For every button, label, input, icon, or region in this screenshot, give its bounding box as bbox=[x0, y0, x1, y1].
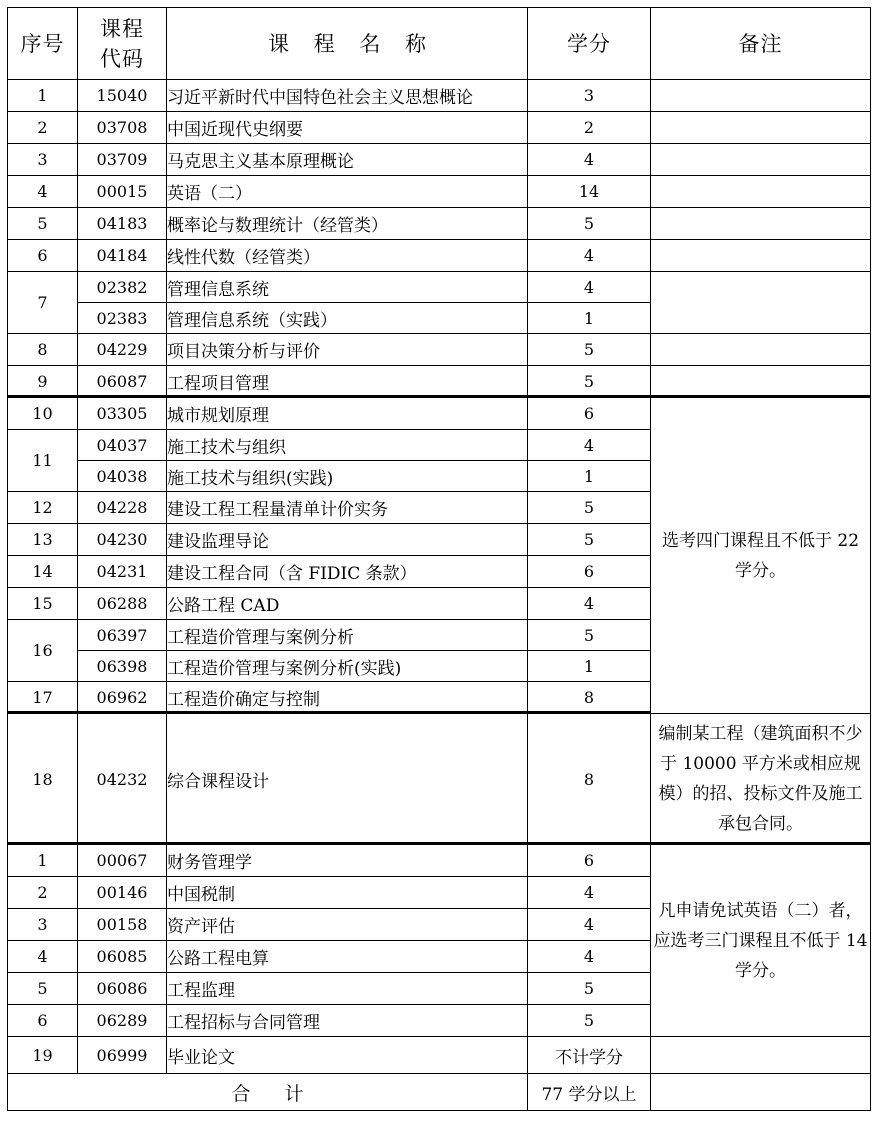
header-course-name: 课 程 名 称 bbox=[167, 8, 528, 80]
header-no: 序号 bbox=[8, 8, 78, 80]
row-code: 06087 bbox=[78, 366, 167, 398]
row-credit: 1 bbox=[528, 651, 651, 682]
row-name: 施工技术与组织 bbox=[167, 430, 528, 461]
row-code: 02383 bbox=[78, 303, 167, 334]
row-no: 16 bbox=[8, 620, 78, 682]
row-code: 04184 bbox=[78, 240, 167, 272]
row-name: 线性代数（经管类） bbox=[167, 240, 528, 272]
row-credit: 5 bbox=[528, 524, 651, 556]
row-remark bbox=[651, 334, 871, 366]
row-no: 15 bbox=[8, 588, 78, 620]
row-no: 7 bbox=[8, 272, 78, 334]
row-credit: 14 bbox=[528, 176, 651, 208]
row-code: 06289 bbox=[78, 1005, 167, 1037]
table-row bbox=[8, 398, 871, 430]
row-remark bbox=[651, 366, 871, 398]
row-name: 工程项目管理 bbox=[167, 366, 528, 398]
header-code bbox=[78, 8, 167, 80]
row-remark bbox=[651, 144, 871, 176]
row-remark bbox=[651, 80, 871, 112]
row-code: 03305 bbox=[78, 398, 167, 430]
row-no: 1 bbox=[8, 80, 78, 112]
row-credit: 6 bbox=[528, 556, 651, 588]
row-name: 概率论与数理统计（经管类） bbox=[167, 208, 528, 240]
row-credit: 4 bbox=[528, 909, 651, 941]
row-credit: 6 bbox=[528, 398, 651, 430]
row-name: 综合课程设计 bbox=[167, 714, 528, 845]
row-no: 18 bbox=[8, 714, 78, 845]
row-code: 04230 bbox=[78, 524, 167, 556]
table-row bbox=[8, 208, 871, 240]
row-credit: 5 bbox=[528, 366, 651, 398]
row-name: 中国税制 bbox=[167, 877, 528, 909]
row-credit: 5 bbox=[528, 334, 651, 366]
row-code: 02382 bbox=[78, 272, 167, 303]
row-code: 06397 bbox=[78, 620, 167, 651]
row-credit: 2 bbox=[528, 112, 651, 144]
row-credit: 4 bbox=[528, 240, 651, 272]
row-code: 04231 bbox=[78, 556, 167, 588]
row-code: 00015 bbox=[78, 176, 167, 208]
row-credit: 4 bbox=[528, 272, 651, 303]
row-code: 15040 bbox=[78, 80, 167, 112]
row-code: 00067 bbox=[78, 845, 167, 877]
row-name: 工程造价确定与控制 bbox=[167, 682, 528, 714]
table-header-row bbox=[8, 8, 871, 80]
row-code: 06288 bbox=[78, 588, 167, 620]
row-code: 04228 bbox=[78, 492, 167, 524]
row-credit: 4 bbox=[528, 588, 651, 620]
total-credit: 77 学分以上 bbox=[528, 1074, 651, 1111]
row-name: 建设工程工程量清单计价实务 bbox=[167, 492, 528, 524]
row-credit: 8 bbox=[528, 714, 651, 845]
row-name: 工程造价管理与案例分析(实践) bbox=[167, 651, 528, 682]
course-plan-sheet bbox=[0, 7, 877, 1134]
row-name: 工程造价管理与案例分析 bbox=[167, 620, 528, 651]
row-code: 06999 bbox=[78, 1037, 167, 1074]
total-row bbox=[8, 1074, 871, 1111]
row-credit: 6 bbox=[528, 845, 651, 877]
row-no: 10 bbox=[8, 398, 78, 430]
row-name: 建设监理导论 bbox=[167, 524, 528, 556]
row-remark bbox=[651, 176, 871, 208]
row-credit: 4 bbox=[528, 877, 651, 909]
row-no: 14 bbox=[8, 556, 78, 588]
table-row bbox=[8, 366, 871, 398]
header-code-line2: 代码 bbox=[100, 46, 144, 71]
row-code: 03709 bbox=[78, 144, 167, 176]
course-plan-table bbox=[7, 7, 871, 1111]
row-credit: 1 bbox=[528, 303, 651, 334]
row-no: 2 bbox=[8, 877, 78, 909]
table-row bbox=[8, 845, 871, 877]
section-remark: 凡申请免试英语（二）者，应选考三门课程且不低于 14 学分。 bbox=[651, 845, 871, 1037]
row-remark bbox=[651, 112, 871, 144]
row-name: 公路工程 CAD bbox=[167, 588, 528, 620]
row-name: 工程监理 bbox=[167, 973, 528, 1005]
section-remark: 选考四门课程且不低于 22 学分。 bbox=[651, 398, 871, 714]
row-credit: 4 bbox=[528, 941, 651, 973]
row-code: 04229 bbox=[78, 334, 167, 366]
table-row bbox=[8, 714, 871, 845]
row-no: 9 bbox=[8, 366, 78, 398]
row-no: 19 bbox=[8, 1037, 78, 1074]
row-name: 公路工程电算 bbox=[167, 941, 528, 973]
table-row bbox=[8, 1037, 871, 1074]
total-remark bbox=[651, 1074, 871, 1111]
row-no: 13 bbox=[8, 524, 78, 556]
row-name: 城市规划原理 bbox=[167, 398, 528, 430]
row-name: 中国近现代史纲要 bbox=[167, 112, 528, 144]
row-name: 英语（二） bbox=[167, 176, 528, 208]
row-credit: 3 bbox=[528, 80, 651, 112]
table-row bbox=[8, 80, 871, 112]
row-name: 资产评估 bbox=[167, 909, 528, 941]
row-code: 04038 bbox=[78, 461, 167, 492]
header-code-line1: 课程 bbox=[100, 16, 144, 41]
row-name: 建设工程合同（含 FIDIC 条款） bbox=[167, 556, 528, 588]
row-name: 毕业论文 bbox=[167, 1037, 528, 1074]
total-label: 合 计 bbox=[8, 1074, 528, 1111]
table-row bbox=[8, 272, 871, 303]
row-credit: 不计学分 bbox=[528, 1037, 651, 1074]
row-code: 03708 bbox=[78, 112, 167, 144]
row-credit: 5 bbox=[528, 208, 651, 240]
header-remark: 备注 bbox=[651, 8, 871, 80]
row-no: 6 bbox=[8, 1005, 78, 1037]
row-code: 04183 bbox=[78, 208, 167, 240]
row-no: 4 bbox=[8, 176, 78, 208]
table-row bbox=[8, 176, 871, 208]
row-name: 管理信息系统 bbox=[167, 272, 528, 303]
row-no: 8 bbox=[8, 334, 78, 366]
row-no: 12 bbox=[8, 492, 78, 524]
table-body bbox=[8, 8, 871, 1111]
row-code: 06085 bbox=[78, 941, 167, 973]
row-no: 4 bbox=[8, 941, 78, 973]
row-name: 马克思主义基本原理概论 bbox=[167, 144, 528, 176]
row-code: 00158 bbox=[78, 909, 167, 941]
row-no: 2 bbox=[8, 112, 78, 144]
row-no: 3 bbox=[8, 144, 78, 176]
row-remark bbox=[651, 208, 871, 240]
section-remark: 编制某工程（建筑面积不少于 10000 平方米或相应规模）的招、投标文件及施工承包合同。 bbox=[651, 714, 871, 845]
row-name: 财务管理学 bbox=[167, 845, 528, 877]
row-credit: 5 bbox=[528, 973, 651, 1005]
row-credit: 5 bbox=[528, 620, 651, 651]
row-credit: 8 bbox=[528, 682, 651, 714]
row-no: 3 bbox=[8, 909, 78, 941]
row-name: 管理信息系统（实践） bbox=[167, 303, 528, 334]
row-name: 习近平新时代中国特色社会主义思想概论 bbox=[167, 80, 528, 112]
row-no: 1 bbox=[8, 845, 78, 877]
row-no: 5 bbox=[8, 208, 78, 240]
table-row bbox=[8, 144, 871, 176]
table-row bbox=[8, 240, 871, 272]
row-code: 06398 bbox=[78, 651, 167, 682]
table-row bbox=[8, 112, 871, 144]
row-credit: 4 bbox=[528, 430, 651, 461]
row-code: 00146 bbox=[78, 877, 167, 909]
row-code: 04232 bbox=[78, 714, 167, 845]
row-code: 06086 bbox=[78, 973, 167, 1005]
row-credit: 4 bbox=[528, 144, 651, 176]
row-no: 11 bbox=[8, 430, 78, 492]
row-no: 6 bbox=[8, 240, 78, 272]
row-remark bbox=[651, 1037, 871, 1074]
header-credit: 学分 bbox=[528, 8, 651, 80]
row-name: 项目决策分析与评价 bbox=[167, 334, 528, 366]
row-name: 工程招标与合同管理 bbox=[167, 1005, 528, 1037]
row-credit: 1 bbox=[528, 461, 651, 492]
table-row bbox=[8, 334, 871, 366]
row-remark bbox=[651, 272, 871, 334]
row-credit: 5 bbox=[528, 492, 651, 524]
row-no: 5 bbox=[8, 973, 78, 1005]
row-name: 施工技术与组织(实践) bbox=[167, 461, 528, 492]
row-remark bbox=[651, 240, 871, 272]
row-code: 06962 bbox=[78, 682, 167, 714]
row-code: 04037 bbox=[78, 430, 167, 461]
row-credit: 5 bbox=[528, 1005, 651, 1037]
row-no: 17 bbox=[8, 682, 78, 714]
